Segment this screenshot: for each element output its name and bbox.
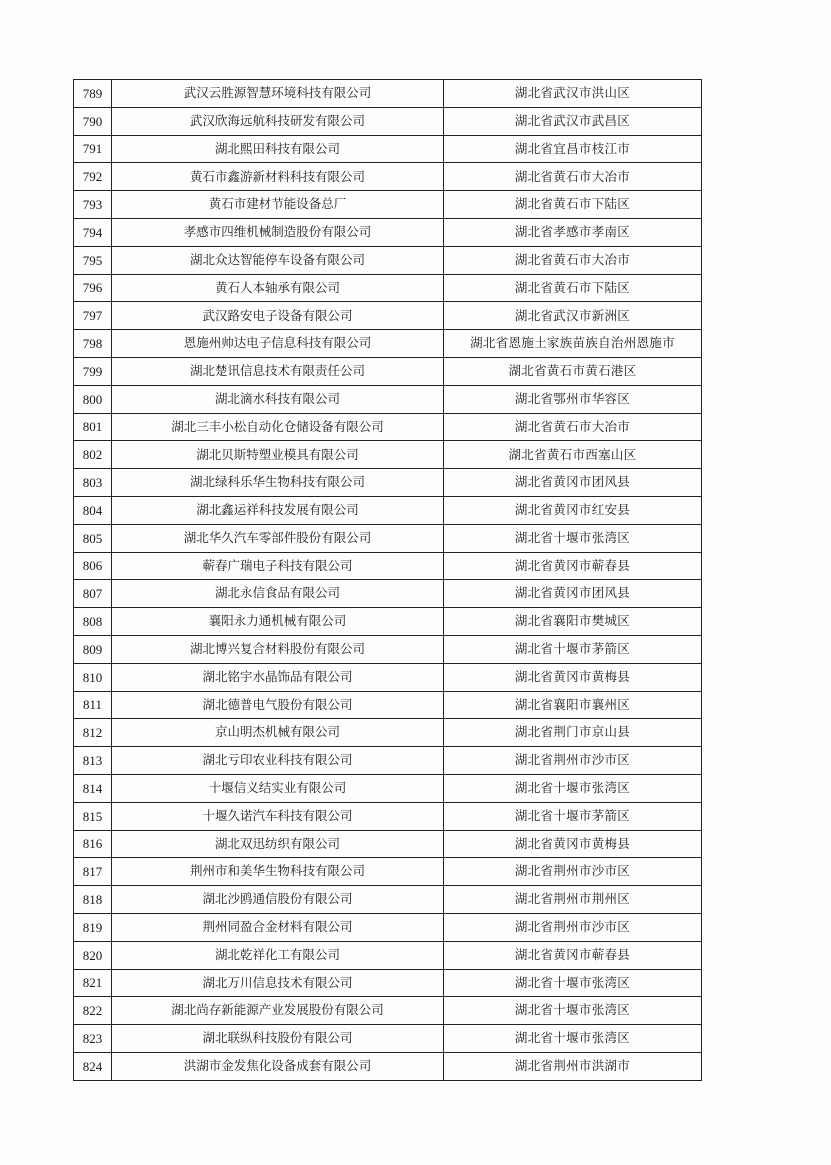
table-row (74, 357, 702, 385)
table-row (74, 524, 702, 552)
company-region: 湖北省十堰市茅箭区 (444, 802, 702, 830)
table-row (74, 969, 702, 997)
company-name: 恩施州帅达电子信息科技有限公司 (112, 330, 444, 358)
company-name: 荆州同盈合金材料有限公司 (112, 913, 444, 941)
table-row (74, 802, 702, 830)
company-name: 湖北华久汽车零部件股份有限公司 (112, 524, 444, 552)
company-region: 湖北省鄂州市华容区 (444, 385, 702, 413)
company-name: 湖北沙鸥通信股份有限公司 (112, 886, 444, 914)
row-number: 816 (74, 830, 112, 858)
company-region: 湖北省十堰市张湾区 (444, 1025, 702, 1053)
table-row (74, 941, 702, 969)
table-row (74, 663, 702, 691)
company-region: 湖北省武汉市武昌区 (444, 107, 702, 135)
company-region: 湖北省荆州市沙市区 (444, 913, 702, 941)
company-region: 湖北省黄石市下陆区 (444, 191, 702, 219)
table-row (74, 635, 702, 663)
company-name: 湖北绿科乐华生物科技有限公司 (112, 469, 444, 497)
company-region: 湖北省黄石市大冶市 (444, 413, 702, 441)
company-name: 湖北永信食品有限公司 (112, 580, 444, 608)
company-region: 湖北省黄石市大冶市 (444, 246, 702, 274)
company-region: 湖北省荆州市荆州区 (444, 886, 702, 914)
row-number: 813 (74, 747, 112, 775)
row-number: 821 (74, 969, 112, 997)
table-row (74, 886, 702, 914)
table-row (74, 997, 702, 1025)
table-row (74, 413, 702, 441)
row-number: 815 (74, 802, 112, 830)
table-row (74, 218, 702, 246)
company-name: 湖北鑫运祥科技发展有限公司 (112, 496, 444, 524)
company-name: 湖北贝斯特塑业模具有限公司 (112, 441, 444, 469)
company-region: 湖北省黄冈市团风县 (444, 469, 702, 497)
company-region: 湖北省黄冈市红安县 (444, 496, 702, 524)
row-number: 819 (74, 913, 112, 941)
company-region: 湖北省荆州市沙市区 (444, 747, 702, 775)
table-body (74, 80, 702, 1081)
company-name: 武汉云胜源智慧环境科技有限公司 (112, 80, 444, 108)
company-region: 湖北省恩施土家族苗族自治州恩施市 (444, 330, 702, 358)
table-row (74, 552, 702, 580)
company-name: 湖北乾祥化工有限公司 (112, 941, 444, 969)
company-region: 湖北省襄阳市樊城区 (444, 608, 702, 636)
table-row (74, 274, 702, 302)
company-name: 武汉欣海远航科技研发有限公司 (112, 107, 444, 135)
row-number: 817 (74, 858, 112, 886)
row-number: 802 (74, 441, 112, 469)
company-name: 湖北双迅纺织有限公司 (112, 830, 444, 858)
table-row (74, 191, 702, 219)
row-number: 798 (74, 330, 112, 358)
table-row (74, 107, 702, 135)
table-row (74, 135, 702, 163)
table-row (74, 80, 702, 108)
row-number: 797 (74, 302, 112, 330)
company-region: 湖北省黄冈市团风县 (444, 580, 702, 608)
row-number: 811 (74, 691, 112, 719)
row-number: 801 (74, 413, 112, 441)
row-number: 810 (74, 663, 112, 691)
table-row (74, 858, 702, 886)
row-number: 791 (74, 135, 112, 163)
company-region: 湖北省十堰市茅箭区 (444, 635, 702, 663)
row-number: 804 (74, 496, 112, 524)
company-region: 湖北省黄冈市蕲春县 (444, 552, 702, 580)
company-name: 黄石市建材节能设备总厂 (112, 191, 444, 219)
table-row (74, 385, 702, 413)
row-number: 824 (74, 1052, 112, 1080)
row-number: 814 (74, 774, 112, 802)
company-name: 黄石人本轴承有限公司 (112, 274, 444, 302)
table-row (74, 774, 702, 802)
table-row (74, 163, 702, 191)
table-row (74, 1052, 702, 1080)
company-region: 湖北省武汉市新洲区 (444, 302, 702, 330)
table-row (74, 830, 702, 858)
row-number: 820 (74, 941, 112, 969)
row-number: 809 (74, 635, 112, 663)
company-name: 湖北博兴复合材料股份有限公司 (112, 635, 444, 663)
company-name: 十堰信义结实业有限公司 (112, 774, 444, 802)
company-name: 湖北亏印农业科技有限公司 (112, 747, 444, 775)
company-name: 荆州市和美华生物科技有限公司 (112, 858, 444, 886)
row-number: 806 (74, 552, 112, 580)
row-number: 800 (74, 385, 112, 413)
table-row (74, 719, 702, 747)
company-name: 蕲春广瑞电子科技有限公司 (112, 552, 444, 580)
company-name: 湖北滴水科技有限公司 (112, 385, 444, 413)
company-region: 湖北省宜昌市枝江市 (444, 135, 702, 163)
row-number: 812 (74, 719, 112, 747)
row-number: 793 (74, 191, 112, 219)
company-name: 武汉路安电子设备有限公司 (112, 302, 444, 330)
company-region: 湖北省黄石市大冶市 (444, 163, 702, 191)
table-row (74, 302, 702, 330)
company-name: 襄阳永力通机械有限公司 (112, 608, 444, 636)
company-name: 孝感市四维机械制造股份有限公司 (112, 218, 444, 246)
company-region: 湖北省十堰市张湾区 (444, 969, 702, 997)
company-name: 湖北熙田科技有限公司 (112, 135, 444, 163)
row-number: 803 (74, 469, 112, 497)
company-region: 湖北省荆门市京山县 (444, 719, 702, 747)
row-number: 792 (74, 163, 112, 191)
table-row (74, 330, 702, 358)
table-row (74, 496, 702, 524)
company-name: 黄石市鑫游新材料科技有限公司 (112, 163, 444, 191)
company-name: 湖北铭宇水晶饰品有限公司 (112, 663, 444, 691)
row-number: 794 (74, 218, 112, 246)
table-row (74, 1025, 702, 1053)
row-number: 790 (74, 107, 112, 135)
company-name: 湖北众达智能停车设备有限公司 (112, 246, 444, 274)
table-row (74, 913, 702, 941)
row-number: 807 (74, 580, 112, 608)
company-name: 洪湖市金发焦化设备成套有限公司 (112, 1052, 444, 1080)
company-region: 湖北省十堰市张湾区 (444, 997, 702, 1025)
row-number: 805 (74, 524, 112, 552)
company-region: 湖北省黄冈市蕲春县 (444, 941, 702, 969)
row-number: 808 (74, 608, 112, 636)
row-number: 789 (74, 80, 112, 108)
company-name: 湖北楚讯信息技术有限责任公司 (112, 357, 444, 385)
row-number: 795 (74, 246, 112, 274)
company-region: 湖北省孝感市孝南区 (444, 218, 702, 246)
table-row (74, 691, 702, 719)
company-name: 湖北万川信息技术有限公司 (112, 969, 444, 997)
row-number: 799 (74, 357, 112, 385)
company-region: 湖北省荆州市洪湖市 (444, 1052, 702, 1080)
company-region: 湖北省武汉市洪山区 (444, 80, 702, 108)
table-row (74, 246, 702, 274)
company-name: 湖北德普电气股份有限公司 (112, 691, 444, 719)
company-name: 京山明杰机械有限公司 (112, 719, 444, 747)
company-region: 湖北省荆州市沙市区 (444, 858, 702, 886)
company-region: 湖北省黄冈市黄梅县 (444, 830, 702, 858)
row-number: 818 (74, 886, 112, 914)
company-region: 湖北省十堰市张湾区 (444, 524, 702, 552)
company-name: 湖北联纵科技股份有限公司 (112, 1025, 444, 1053)
row-number: 796 (74, 274, 112, 302)
table-row (74, 608, 702, 636)
table-row (74, 747, 702, 775)
table-row (74, 580, 702, 608)
company-name: 十堰久诺汽车科技有限公司 (112, 802, 444, 830)
table-row (74, 441, 702, 469)
company-name: 湖北三丰小松自动化仓储设备有限公司 (112, 413, 444, 441)
company-region: 湖北省黄石市黄石港区 (444, 357, 702, 385)
row-number: 823 (74, 1025, 112, 1053)
company-region: 湖北省十堰市张湾区 (444, 774, 702, 802)
company-region: 湖北省黄冈市黄梅县 (444, 663, 702, 691)
company-region: 湖北省黄石市下陆区 (444, 274, 702, 302)
company-list-table (73, 79, 702, 1081)
company-name: 湖北尚存新能源产业发展股份有限公司 (112, 997, 444, 1025)
company-region: 湖北省黄石市西塞山区 (444, 441, 702, 469)
company-region: 湖北省襄阳市襄州区 (444, 691, 702, 719)
table-row (74, 469, 702, 497)
row-number: 822 (74, 997, 112, 1025)
